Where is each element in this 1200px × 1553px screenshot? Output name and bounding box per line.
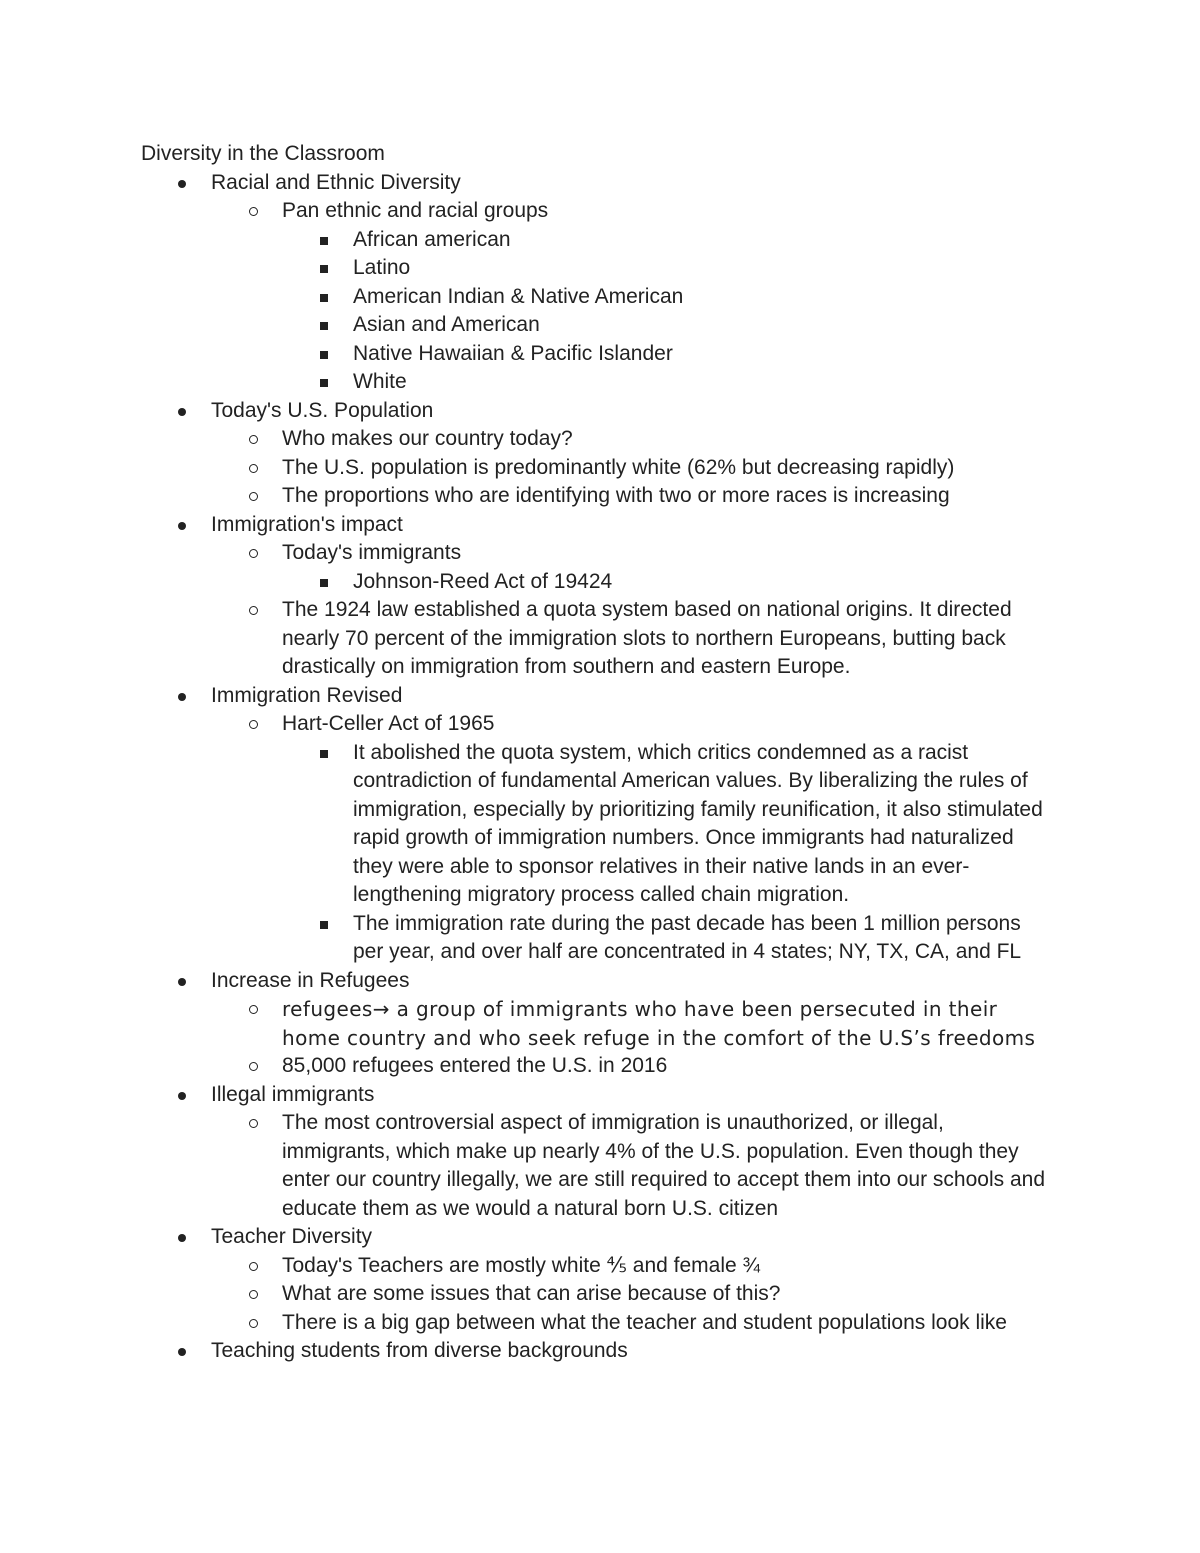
list-item: 85,000 refugees entered the U.S. in 2016: [282, 1052, 1052, 1081]
list-item: The U.S. population is predominantly white (62% but decreasing rapidly): [282, 454, 1052, 483]
list-item-text: Hart-Celler Act of 1965: [282, 712, 495, 735]
list-item: [211, 967, 1111, 1081]
section-heading: Teacher Diversity: [211, 1225, 373, 1248]
list-item: It abolished the quota system, which critics condemned as a racist contradiction of fundamental American values. By liberalizing the rules of immigration, especially by prioritizing family reunification, it also stimulated rapid growth of immigration numbers. Once immigrants had naturalized they were able to sponsor relatives in their native lands in an ever-lengthening migratory process called chain migration.: [353, 739, 1053, 910]
list-item: Who makes our country today?: [282, 425, 1052, 454]
list-item: [282, 710, 1052, 967]
section-heading: Illegal immigrants: [211, 1082, 375, 1106]
section-heading: Today's U.S. Population: [211, 398, 434, 422]
section-heading: Immigration's impact: [211, 512, 403, 536]
list-item: Latino: [353, 254, 1053, 283]
section-heading: Immigration Revised: [211, 683, 403, 707]
list-item: The immigration rate during the past decade has been 1 million persons per year, and over half are concentrated in 4 states; NY, TX, CA, and FL: [353, 910, 1053, 967]
section-heading: Teaching students from diverse backgrounds: [211, 1339, 628, 1362]
section-heading: Racial and Ethnic Diversity: [211, 170, 461, 194]
list-item: Native Hawaiian & Pacific Islander: [353, 340, 1053, 369]
list-item: There is a big gap between what the teacher and student populations look like: [282, 1309, 1052, 1338]
list-item: What are some issues that can arise because of this?: [282, 1280, 1052, 1309]
list-item: Today's Teachers are mostly white ⅘ and female ¾: [282, 1252, 1052, 1281]
list-item: African american: [353, 226, 1053, 255]
list-item: [211, 169, 1111, 397]
outline-list: [211, 169, 1111, 1366]
list-item: [211, 1081, 1111, 1224]
list-item: refugees→ a group of immigrants who have been persecuted in their home country and who seek refuge in the comfort of the U.S’s freedoms: [282, 995, 1052, 1052]
list-item: [282, 539, 1052, 596]
list-item: [211, 511, 1111, 682]
list-item: [211, 1223, 1111, 1337]
section-heading: Increase in Refugees: [211, 968, 410, 992]
list-item: American Indian & Native American: [353, 283, 1053, 312]
list-item-text: Today's immigrants: [282, 541, 462, 564]
list-item: The most controversial aspect of immigration is unauthorized, or illegal, immigrants, which make up nearly 4% of the U.S. population. Even though they enter our country illegally, we are still required to accept them into our schools and educate them as we would a natural born U.S. citizen: [282, 1109, 1052, 1223]
list-item: [282, 197, 1052, 397]
list-item: [211, 1337, 1111, 1366]
list-item: Asian and American: [353, 311, 1053, 340]
list-item: Johnson-Reed Act of 19424: [353, 568, 1053, 597]
list-item: White: [353, 368, 1053, 397]
list-item: [211, 682, 1111, 967]
list-item: [211, 397, 1111, 511]
list-item-text: Pan ethnic and racial groups: [282, 199, 549, 222]
document-title: Diversity in the Classroom: [141, 142, 385, 165]
list-item: The proportions who are identifying with two or more races is increasing: [282, 482, 1052, 511]
list-item: The 1924 law established a quota system based on national origins. It directed nearly 70 percent of the immigration slots to northern Europeans, butting back drastically on immigration from southern and eastern Europe.: [282, 596, 1052, 682]
